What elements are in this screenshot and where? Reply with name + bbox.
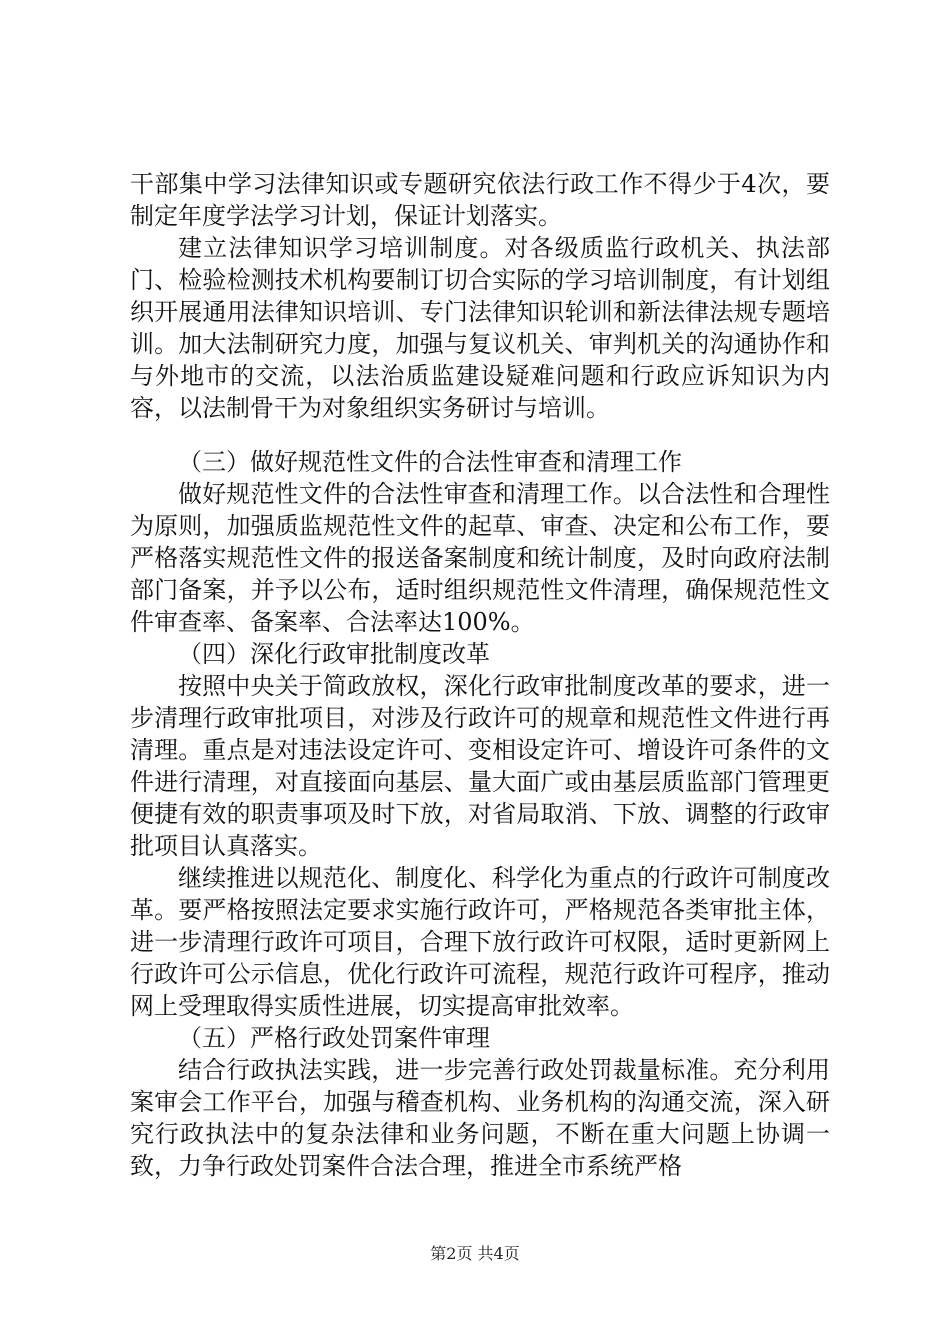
section-heading-3: （三）做好规范性文件的合法性审查和清理工作: [178, 448, 682, 476]
paragraph-approval-reform: 按照中央关于简政放权，深化行政审批制度改革的要求，进一步清理行政审批项目，对涉及行政许可的规章和规范性文件进行再清理。重点是对违法设定许可、变相设定许可、增设许可条件的文件进行清理，对直接面向基层、量大面广或由基层质监部门管理更便捷有效的职责事项及时下放，对省局取消、下放、调整的行政审批项目认真落实。: [130, 672, 830, 860]
paragraph-training-system: 建立法律知识学习培训制度。对各级质监行政机关、执法部门、检验检测技术机构要制订切合实际的学习培训制度，有计划组织开展通用法律知识培训、专门法律知识轮训和新法律法规专题培训。加大法制研究力度，加强与复议机关、审判机关的沟通协作和与外地市的交流，以法治质监建设疑难问题和行政应诉知识为内容，以法制骨干为对象组织实务研讨与培训。: [130, 234, 830, 422]
page-number-footer: 第2页 共4页: [430, 1244, 520, 1263]
paragraph-licensing-reform: 继续推进以规范化、制度化、科学化为重点的行政许可制度改革。要严格按照法定要求实施行政许可，严格规范各类审批主体，进一步清理行政许可项目，合理下放行政许可权限，适时更新网上行政许可公示信息，优化行政许可流程，规范行政许可程序，推动网上受理取得实质性进展，切实提高审批效率。: [130, 864, 830, 1020]
paragraph-continuation: 干部集中学习法律知识或专题研究依法行政工作不得少于4次，要制定年度学法学习计划，保证计划落实。: [130, 170, 830, 230]
paragraph-penalty-review: 结合行政执法实践，进一步完善行政处罚裁量标准。充分利用案审会工作平台，加强与稽查机构、业务机构的沟通交流，深入研究行政执法中的复杂法律和业务问题，不断在重大问题上协调一致，力争行政处罚案件合法合理，推进全市系统严格: [130, 1056, 830, 1180]
paragraph-normative-docs: 做好规范性文件的合法性审查和清理工作。以合法性和合理性为原则，加强质监规范性文件的起草、审查、决定和公布工作，要严格落实规范性文件的报送备案制度和统计制度，及时向政府法制部门备案，并予以公布，适时组织规范性文件清理，确保规范性文件审查率、备案率、合法率达100%。: [130, 480, 830, 636]
document-body: [130, 168, 830, 1182]
section-heading-5: （五）严格行政处罚案件审理: [178, 1024, 490, 1052]
paragraph-gap: [130, 424, 830, 446]
section-heading-4: （四）深化行政审批制度改革: [178, 640, 490, 668]
